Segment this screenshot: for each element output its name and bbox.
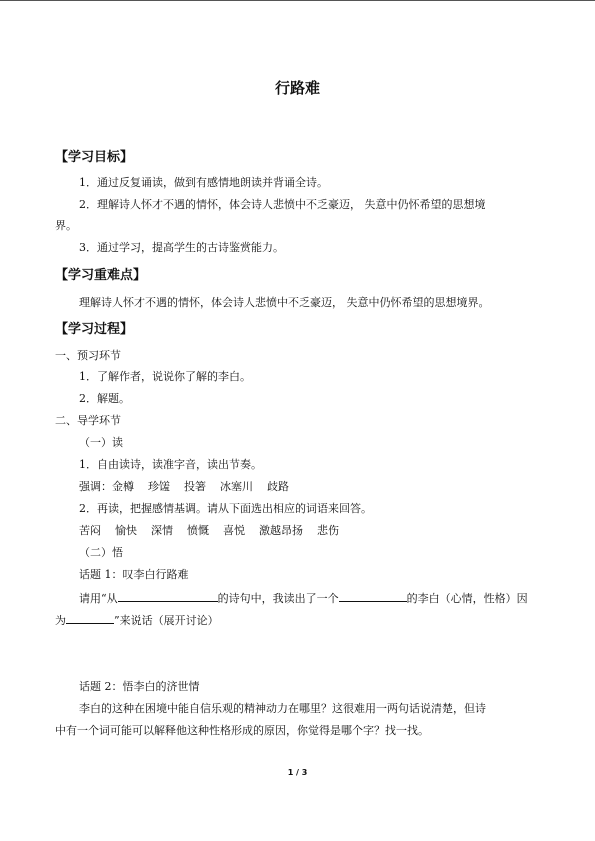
goal-2-continued: 界。 (55, 219, 77, 232)
section-heading-goals: 【学习目标】 (55, 150, 134, 165)
emotion-word: 悲伤 (317, 524, 339, 537)
goal-2: 2．理解诗人怀才不遇的情怀，体会诗人悲愤中不乏豪迈， 失意中仍怀希望的思想境 (79, 198, 486, 211)
emphasis-word: 投箸 (184, 480, 206, 493)
emotion-word: 激越昂扬 (259, 524, 303, 537)
fill-blank-line-2: 为 ”来说话（展开讨论） (55, 614, 219, 627)
topic-2: 话题 2：悟李白的济世情 (79, 680, 200, 693)
emotion-word: 深情 (151, 524, 173, 537)
page-number: 1 / 3 (287, 768, 308, 777)
emphasis-word: 歧路 (267, 480, 289, 493)
part-2-heading: 二、导学环节 (55, 414, 121, 427)
emphasis-row (79, 480, 303, 494)
page-top-rule (0, 0, 595, 1)
topic-1: 话题 1：叹李白行路难 (79, 568, 189, 581)
emotion-word: 愉快 (115, 524, 137, 537)
emotion-words-row (79, 524, 353, 538)
part-1-heading: 一、预习环节 (55, 349, 121, 362)
subsection-understand: （二）悟 (79, 546, 123, 559)
part-1-item-2: 2．解题。 (79, 392, 130, 405)
blank-1[interactable] (118, 590, 218, 602)
emphasis-word: 金樽 (112, 480, 134, 493)
emphasis-label: 强调： (79, 480, 112, 493)
emphasis-word: 冰塞川 (220, 480, 253, 493)
question-line-1: 李白的这种在困境中能自信乐观的精神动力在哪里？这很难用一两句话说清楚，但诗 (79, 702, 486, 715)
part-1-item-1: 1．了解作者，说说你了解的李白。 (79, 370, 251, 383)
fill-blank-line-1: 请用“从 的诗句中，我读出了一个 的李白（心情，性格）因 (79, 592, 528, 605)
read-item-1: 1．自由读诗，读准字音，读出节奏。 (79, 458, 262, 471)
goal-1: 1．通过反复诵读，做到有感情地朗读并背诵全诗。 (79, 176, 328, 189)
blank-2[interactable] (339, 590, 407, 602)
subsection-read: （一）读 (79, 436, 123, 449)
section-heading-key-points: 【学习重难点】 (55, 268, 147, 283)
emphasis-word: 珍馐 (148, 480, 170, 493)
key-points-text: 理解诗人怀才不遇的情怀，体会诗人悲愤中不乏豪迈， 失意中仍怀希望的思想境界。 (79, 296, 490, 309)
page-title: 行路难 (274, 79, 320, 97)
emotion-word: 愤慨 (187, 524, 209, 537)
goal-3: 3．通过学习，提高学生的古诗鉴赏能力。 (79, 241, 284, 254)
question-line-2: 中有一个词可能可以解释他这种性格形成的原因，你觉得是哪个字？找一找。 (55, 724, 429, 737)
read-item-2: 2．再读，把握感情基调。请从下面选出相应的词语来回答。 (79, 502, 372, 515)
section-heading-process: 【学习过程】 (55, 322, 134, 337)
emotion-word: 喜悦 (223, 524, 245, 537)
blank-3[interactable] (66, 612, 114, 624)
emotion-word: 苦闷 (79, 524, 101, 537)
